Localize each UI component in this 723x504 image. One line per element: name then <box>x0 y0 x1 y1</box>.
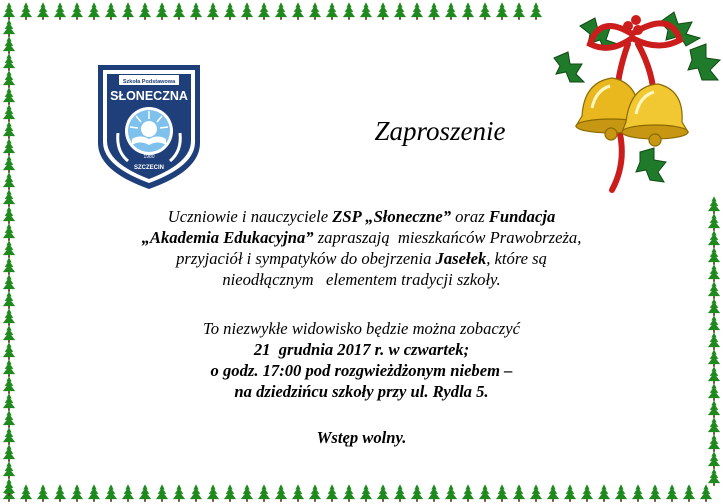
tree-icon <box>615 484 627 502</box>
tree-icon <box>377 2 389 20</box>
tree-icon <box>122 484 134 502</box>
intro-line-3b: Jasełek <box>435 249 487 268</box>
tree-icon <box>88 2 100 20</box>
tree-icon <box>3 189 15 207</box>
intro-line-4: nieodłącznym elementem tradycji szkoły. <box>222 270 501 289</box>
tree-icon <box>394 2 406 20</box>
christmas-bells-decoration <box>540 4 723 196</box>
tree-icon <box>20 2 32 20</box>
tree-icon <box>479 2 491 20</box>
tree-icon <box>3 70 15 88</box>
intro-line-2a: „Akademia Edukacyjna” <box>141 228 314 247</box>
tree-icon <box>3 478 15 496</box>
event-details <box>0 318 723 402</box>
tree-icon <box>360 484 372 502</box>
tree-icon <box>3 2 15 20</box>
tree-icon <box>139 484 151 502</box>
tree-icon <box>173 2 185 20</box>
tree-icon <box>190 2 202 20</box>
tree-icon <box>700 484 712 502</box>
tree-icon <box>581 484 593 502</box>
tree-icon <box>190 484 202 502</box>
tree-icon <box>513 484 525 502</box>
tree-icon <box>173 484 185 502</box>
tree-icon <box>632 484 644 502</box>
tree-icon <box>479 484 491 502</box>
tree-icon <box>708 468 720 486</box>
tree-icon <box>394 484 406 502</box>
tree-icon <box>71 484 83 502</box>
tree-icon <box>445 2 457 20</box>
intro-paragraph <box>0 206 723 290</box>
tree-icon <box>547 484 559 502</box>
tree-icon <box>71 2 83 20</box>
tree-icon <box>462 484 474 502</box>
tree-icon <box>241 2 253 20</box>
intro-line-1d: Fundacja <box>488 207 556 226</box>
logo-school-name: SŁONECZNA <box>110 89 188 103</box>
tree-icon <box>3 291 15 309</box>
tree-icon <box>122 2 134 20</box>
tree-icon <box>3 172 15 190</box>
logo-top-text: Szkoła Podstawowa <box>122 79 176 85</box>
intro-line-1b: ZSP „Słoneczne” <box>332 207 452 226</box>
tree-icon <box>3 19 15 37</box>
tree-icon <box>54 484 66 502</box>
tree-icon <box>37 2 49 20</box>
event-date: 21 grudnia 2017 r. w czwartek; <box>253 340 470 359</box>
tree-icon <box>309 484 321 502</box>
tree-icon <box>88 484 100 502</box>
tree-icon <box>462 2 474 20</box>
tree-icon <box>224 484 236 502</box>
tree-icon <box>360 2 372 20</box>
tree-icon <box>3 155 15 173</box>
logo-year: 1980 <box>143 154 155 160</box>
tree-icon <box>258 484 270 502</box>
tree-icon <box>708 400 720 418</box>
tree-icon <box>445 484 457 502</box>
event-location: na dziedzińcu szkoły przy ul. Rydla 5. <box>234 382 489 401</box>
tree-icon <box>496 2 508 20</box>
tree-icon <box>326 2 338 20</box>
tree-icon <box>411 2 423 20</box>
tree-icon <box>564 484 576 502</box>
tree-icon <box>292 2 304 20</box>
invitation-title: Zaproszenie <box>374 116 506 146</box>
free-entry-note: Wstęp wolny. <box>316 428 407 447</box>
tree-icon <box>37 484 49 502</box>
tree-icon <box>3 53 15 71</box>
tree-icon <box>3 121 15 139</box>
tree-icon <box>428 2 440 20</box>
tree-icon <box>3 36 15 54</box>
tree-icon <box>156 484 168 502</box>
tree-icon <box>20 484 32 502</box>
tree-icon <box>377 484 389 502</box>
school-badge-logo <box>94 59 204 191</box>
tree-icon <box>207 484 219 502</box>
tree-icon <box>666 484 678 502</box>
tree-icon <box>513 2 525 20</box>
tree-icon <box>105 484 117 502</box>
tree-icon <box>411 484 423 502</box>
tree-icon <box>275 2 287 20</box>
tree-icon <box>275 484 287 502</box>
tree-icon <box>139 2 151 20</box>
tree-icon <box>326 484 338 502</box>
tree-icon <box>530 484 542 502</box>
tree-icon <box>224 2 236 20</box>
tree-icon <box>343 2 355 20</box>
tree-icon <box>3 461 15 479</box>
intro-line-3c: , które są <box>486 249 547 268</box>
tree-icon <box>258 2 270 20</box>
tree-icon <box>708 298 720 316</box>
tree-icon <box>309 2 321 20</box>
tree-icon <box>241 484 253 502</box>
intro-line-1c: oraz <box>451 207 489 226</box>
tree-icon <box>54 2 66 20</box>
intro-line-1a: Uczniowie i nauczyciele <box>167 207 333 226</box>
tree-icon <box>708 451 720 469</box>
tree-icon <box>343 484 355 502</box>
intro-line-3a: przyjaciół i sympatyków do obejrzenia <box>176 249 436 268</box>
intro-line-2b: zapraszają mieszkańców Prawobrzeża, <box>313 228 582 247</box>
tree-icon <box>207 2 219 20</box>
logo-city: SZCZECIN <box>134 165 164 171</box>
tree-icon <box>598 484 610 502</box>
tree-icon <box>683 484 695 502</box>
tree-icon <box>156 2 168 20</box>
event-line-1: To niezwykłe widowisko będzie można zobaczyć <box>203 319 520 338</box>
tree-icon <box>3 87 15 105</box>
tree-icon <box>496 484 508 502</box>
tree-icon <box>649 484 661 502</box>
tree-icon <box>105 2 117 20</box>
tree-icon <box>428 484 440 502</box>
tree-icon <box>292 484 304 502</box>
tree-icon <box>3 410 15 428</box>
tree-icon <box>3 104 15 122</box>
tree-icon <box>3 138 15 156</box>
event-time: o godz. 17:00 pod rozgwieżdżonym niebem – <box>210 361 513 380</box>
